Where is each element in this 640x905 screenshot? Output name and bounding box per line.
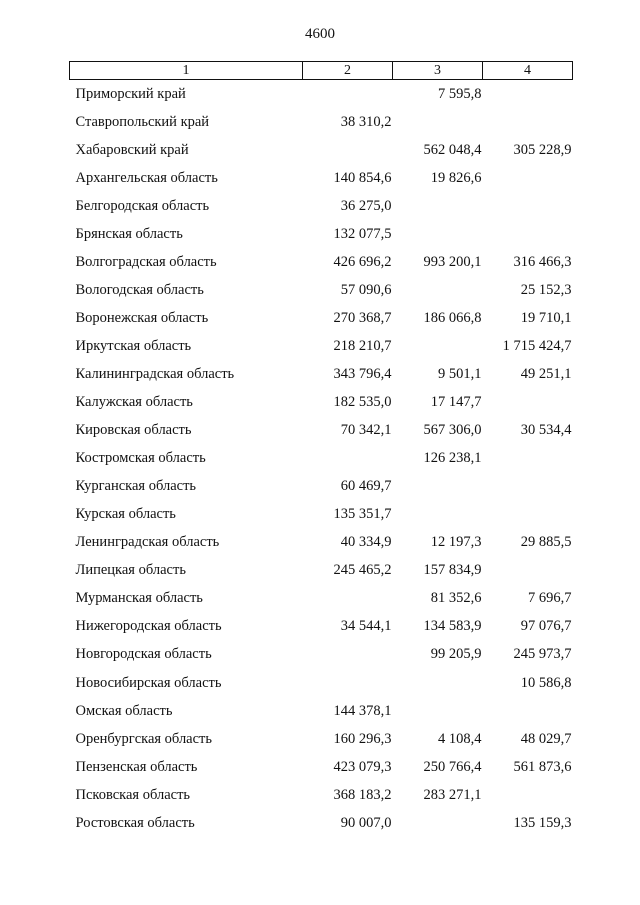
value-col-4: 48 029,7 — [520, 730, 572, 747]
table-row — [70, 529, 573, 557]
region-name: Белгородская область — [75, 197, 210, 214]
table-row — [70, 809, 573, 837]
value-col-4 — [483, 164, 573, 192]
value-col-2: 36 275,0 — [340, 197, 392, 214]
value-col-2: 140 854,6 — [333, 169, 392, 186]
value-col-2: 57 090,6 — [340, 281, 392, 298]
value-col-3: 157 834,9 — [423, 562, 482, 579]
table-row — [70, 332, 573, 360]
region-name: Калужская область — [75, 394, 193, 411]
value-col-4: 29 885,5 — [520, 534, 572, 551]
value-col-3 — [393, 669, 483, 697]
value-col-4: 135 159,3 — [513, 814, 572, 831]
region-name: Мурманская область — [75, 590, 203, 607]
value-col-2: 135 351,7 — [333, 506, 392, 523]
value-col-3: 19 826,6 — [430, 169, 482, 186]
value-col-2: 245 465,2 — [333, 562, 392, 579]
region-name: Курганская область — [75, 478, 197, 495]
region-name: Пензенская область — [75, 758, 198, 775]
value-col-4: 10 586,8 — [520, 674, 572, 691]
value-col-4 — [483, 557, 573, 585]
region-name: Нижегородская область — [75, 618, 222, 635]
region-name: Волгоградская область — [75, 253, 217, 270]
column-header-2: 2 — [303, 62, 393, 80]
value-col-4 — [483, 108, 573, 136]
value-col-3 — [393, 276, 483, 304]
region-name: Приморский край — [75, 85, 186, 102]
table-row — [70, 725, 573, 753]
allocation-table — [69, 61, 573, 837]
value-col-2 — [303, 641, 393, 669]
value-col-4: 25 152,3 — [520, 281, 572, 298]
value-col-3: 9 501,1 — [438, 365, 482, 382]
value-col-2: 40 334,9 — [340, 534, 392, 551]
table-row — [70, 669, 573, 697]
table-row — [70, 136, 573, 164]
region-name: Костромская область — [75, 450, 206, 467]
value-col-3: 250 766,4 — [423, 758, 482, 775]
region-name: Иркутская область — [75, 337, 192, 354]
region-name: Кировская область — [75, 422, 192, 439]
value-col-4: 561 873,6 — [513, 758, 572, 775]
value-col-4: 305 228,9 — [513, 141, 572, 158]
value-col-3: 993 200,1 — [423, 253, 482, 270]
region-name: Ростовская область — [75, 814, 195, 831]
value-col-4 — [483, 389, 573, 417]
value-col-3: 81 352,6 — [430, 590, 482, 607]
table-row — [70, 220, 573, 248]
value-col-3: 12 197,3 — [430, 534, 482, 551]
value-col-3: 186 066,8 — [423, 309, 482, 326]
region-name: Калининградская область — [75, 365, 235, 382]
table-body — [70, 80, 573, 838]
value-col-2: 90 007,0 — [340, 814, 392, 831]
table-row — [70, 360, 573, 388]
value-col-2: 270 368,7 — [333, 309, 392, 326]
value-col-2: 343 796,4 — [333, 365, 392, 382]
table-row — [70, 248, 573, 276]
value-col-2: 160 296,3 — [333, 730, 392, 747]
value-col-2 — [303, 445, 393, 473]
value-col-4: 97 076,7 — [520, 618, 572, 635]
table-row — [70, 781, 573, 809]
value-col-3 — [393, 108, 483, 136]
region-name: Омская область — [75, 702, 173, 719]
region-name: Брянская область — [75, 225, 183, 242]
table-row — [70, 585, 573, 613]
table-row — [70, 192, 573, 220]
region-name: Новгородская область — [75, 646, 212, 663]
table-row — [70, 389, 573, 417]
region-name: Воронежская область — [75, 309, 209, 326]
table-row — [70, 304, 573, 332]
header-row — [70, 62, 573, 80]
value-col-4 — [483, 445, 573, 473]
column-header-4: 4 — [483, 62, 573, 80]
value-col-4: 7 696,7 — [528, 590, 572, 607]
region-name: Псковская область — [75, 786, 191, 803]
value-col-3: 562 048,4 — [423, 141, 482, 158]
value-col-4 — [483, 192, 573, 220]
region-name: Ленинградская область — [75, 534, 220, 551]
value-col-3 — [393, 473, 483, 501]
value-col-2: 132 077,5 — [333, 225, 392, 242]
value-col-2: 70 342,1 — [340, 422, 392, 439]
value-col-3: 4 108,4 — [438, 730, 482, 747]
column-header-3: 3 — [393, 62, 483, 80]
value-col-4 — [483, 781, 573, 809]
value-col-3 — [393, 809, 483, 837]
value-col-4 — [483, 80, 573, 109]
value-col-4: 316 466,3 — [513, 253, 572, 270]
value-col-3 — [393, 501, 483, 529]
value-col-3: 283 271,1 — [423, 786, 482, 803]
table-row — [70, 164, 573, 192]
value-col-2 — [303, 585, 393, 613]
page-number: 4600 — [305, 26, 335, 42]
column-header-1: 1 — [70, 62, 303, 80]
region-name: Липецкая область — [75, 562, 186, 579]
table-row — [70, 613, 573, 641]
table-row — [70, 697, 573, 725]
table-row — [70, 445, 573, 473]
table-row — [70, 417, 573, 445]
value-col-4: 30 534,4 — [520, 422, 572, 439]
value-col-3 — [393, 192, 483, 220]
value-col-3 — [393, 697, 483, 725]
value-col-4: 19 710,1 — [520, 309, 572, 326]
region-name: Ставропольский край — [75, 113, 210, 130]
value-col-3: 567 306,0 — [423, 422, 482, 439]
value-col-3: 126 238,1 — [423, 450, 482, 467]
value-col-2: 218 210,7 — [333, 337, 392, 354]
value-col-2: 426 696,2 — [333, 253, 392, 270]
value-col-4 — [483, 220, 573, 248]
value-col-3 — [393, 332, 483, 360]
value-col-3: 99 205,9 — [430, 646, 482, 663]
value-col-4: 1 715 424,7 — [502, 337, 572, 354]
value-col-2: 368 183,2 — [333, 786, 392, 803]
region-name: Оренбургская область — [75, 730, 213, 747]
region-name: Курская область — [75, 506, 176, 523]
table-row — [70, 641, 573, 669]
value-col-2: 38 310,2 — [340, 113, 392, 130]
value-col-3: 7 595,8 — [438, 85, 482, 102]
table-row — [70, 473, 573, 501]
value-col-4: 245 973,7 — [513, 646, 572, 663]
table-row — [70, 80, 573, 109]
table-row — [70, 501, 573, 529]
value-col-2: 144 378,1 — [333, 702, 392, 719]
table-row — [70, 557, 573, 585]
table-header — [70, 62, 573, 80]
table-row — [70, 108, 573, 136]
value-col-2 — [303, 136, 393, 164]
value-col-2: 423 079,3 — [333, 758, 392, 775]
region-name: Архангельская область — [75, 169, 218, 186]
value-col-3 — [393, 220, 483, 248]
value-col-4 — [483, 501, 573, 529]
value-col-3: 134 583,9 — [423, 618, 482, 635]
table-row — [70, 276, 573, 304]
value-col-3: 17 147,7 — [430, 394, 482, 411]
value-col-2 — [303, 669, 393, 697]
value-col-4 — [483, 697, 573, 725]
value-col-2 — [303, 80, 393, 109]
region-name: Хабаровский край — [75, 141, 189, 158]
value-col-4 — [483, 473, 573, 501]
value-col-2: 34 544,1 — [340, 618, 392, 635]
value-col-4: 49 251,1 — [520, 365, 572, 382]
value-col-2: 182 535,0 — [333, 394, 392, 411]
value-col-2: 60 469,7 — [340, 478, 392, 495]
region-name: Новосибирская область — [75, 674, 222, 691]
table-row — [70, 753, 573, 781]
region-name: Вологодская область — [75, 281, 204, 298]
